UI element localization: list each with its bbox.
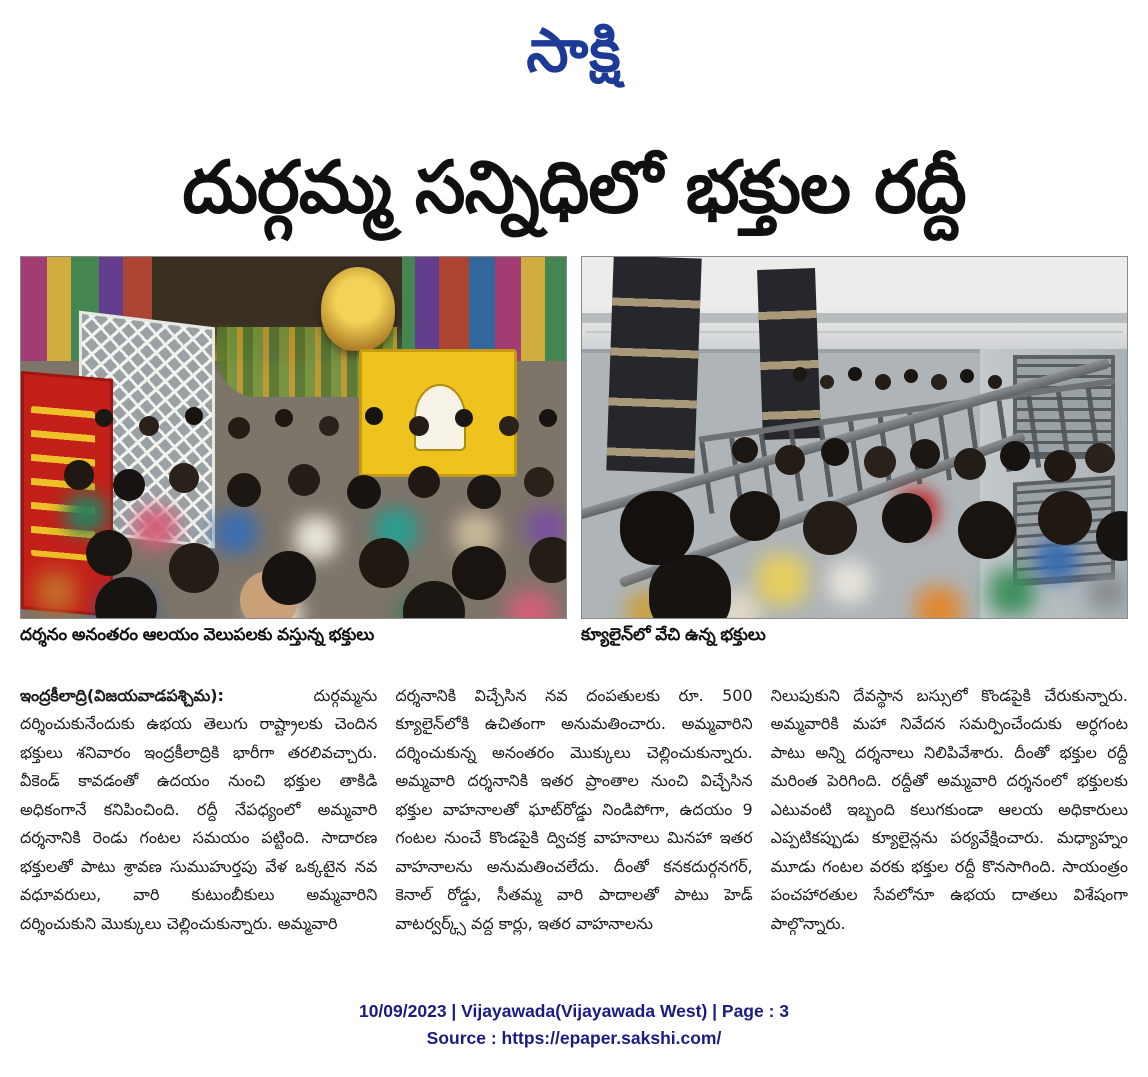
crowd-heads — [582, 257, 608, 283]
article-headline: దుర్గమ్మ సన్నిధిలో భక్తుల రద్దీ — [182, 145, 966, 230]
photo-queue-line-crowd — [581, 256, 1128, 619]
photo-caption-left: దర్శనం అనంతరం ఆలయం వెలుపలకు వస్తున్న భక్తులు — [20, 625, 375, 644]
photo-row — [20, 256, 1128, 619]
banner-text-lines — [31, 406, 95, 562]
column-3-text: నిలుపుకుని దేవస్థాన బస్సులో కొండపైకి చేరుకున్నారు. అమ్మవారికి మహా నివేదన సమర్పించేందుకు అర్ధగంట పాటు అన్ని దర్శనాలు నిలిపివేశారు. దీంతో భక్తుల రద్దీ మరింత పెరిగింది. రద్దీతో అమ్మవారి దర్శనంలో భక్తులకు ఎటువంటి ఇబ్బంది కలుగకుండా ఆలయ అధికారులు ఎప్పటికప్పుడు క్యూలైన్లను పర్యవేక్షించారు. మధ్యాహ్నం మూడు గంటల వరకు భక్తుల రద్దీ కొనసాగింది. సాయంత్రం పంచహారతుల సేవలోనూ ఉభయ దాతలు విశేషంగా పాల్గొన్నారు. — [770, 686, 1128, 933]
footer-source-url: Source : https://epaper.sakshi.com/ — [426, 1028, 722, 1049]
crowd-heads — [21, 257, 47, 283]
article-body — [20, 666, 1128, 954]
grille-window — [1013, 475, 1115, 586]
yellow-booth — [359, 349, 517, 477]
booth-arch — [414, 384, 467, 451]
photo-caption-right: క్యూలైన్‌లో వేచి ఉన్న భక్తులు — [581, 625, 766, 644]
epaper-footer — [0, 998, 1148, 1052]
sakshi-logo: సాక్షి — [526, 16, 622, 86]
red-banner — [21, 371, 113, 617]
dark-pillar — [757, 268, 821, 440]
footer-date-edition-page: 10/09/2023 | Vijayawada(Vijayawada West) | Page : 3 — [358, 1001, 790, 1022]
article-column-2 — [395, 682, 752, 938]
column-1-text: దుర్గమ్మను దర్శించుకునేందుకు ఉభయ తెలుగు రాష్ట్రాలకు చెందిన భక్తులు శనివారం ఇంద్రకీలాద్రికి భారీగా తరలివచ్చారు. వీకెండ్ కావడంతో ఉదయం నుంచి భక్తుల తాకిడి అధికంగానే కనిపించింది. రద్దీ నేపధ్యంలో అమ్మవారి దర్శనానికి రెండు గంటల సమయం పట్టింది. సాదారణ భక్తులతో పాటు శ్రావణ సుముహుర్తపు వేళ ఒక్కటైన నవ వధూవరులు, వారి కుటుంబీకులు అమ్మవారిని దర్శించుకుని మొక్కులు చెల్లించుకున్నారు. అమ్మవారి — [20, 686, 378, 933]
gold-lamp — [321, 267, 395, 351]
article-column-1 — [20, 682, 377, 938]
article-column-3 — [771, 682, 1128, 938]
dark-pillar — [606, 256, 701, 473]
column-2-text: దర్శనానికి విచ్చేసిన నవ దంపతులకు రూ. 500 క్యూలైన్‌లోకి ఉచితంగా అనుమతించారు. అమ్మవారిని దర్శించుకున్న అనంతరం మొక్కులు చెల్లించుకున్నారు. అమ్మవారి దర్శనానికి ఇతర ప్రాంతాల నుంచి విచ్చేసిన భక్తుల వాహనాలతో ఘాట్‌రోడ్డు నిండిపోగా, ఉదయం 9 గంటల నుంచే కొండపైకి ద్విచక్ర వాహనాలు మినహా ఇతర వాహనాలను అనుమతించలేదు. దీంతో కనకదుర్గనగర్, కెనాల్ రోడ్డు, సీతమ్మ వారి పాదాలతో పాటు హెడ్ వాటర్వర్క్స్ వద్ద కార్లు, ఇతర వాహనాలను — [395, 686, 753, 933]
photo-temple-exit-crowd — [20, 256, 567, 619]
masthead — [0, 0, 1148, 108]
caption-row — [20, 625, 1128, 649]
dateline: ఇంద్రకీలాద్రి(విజయవాడపశ్చిమ): — [20, 686, 224, 705]
